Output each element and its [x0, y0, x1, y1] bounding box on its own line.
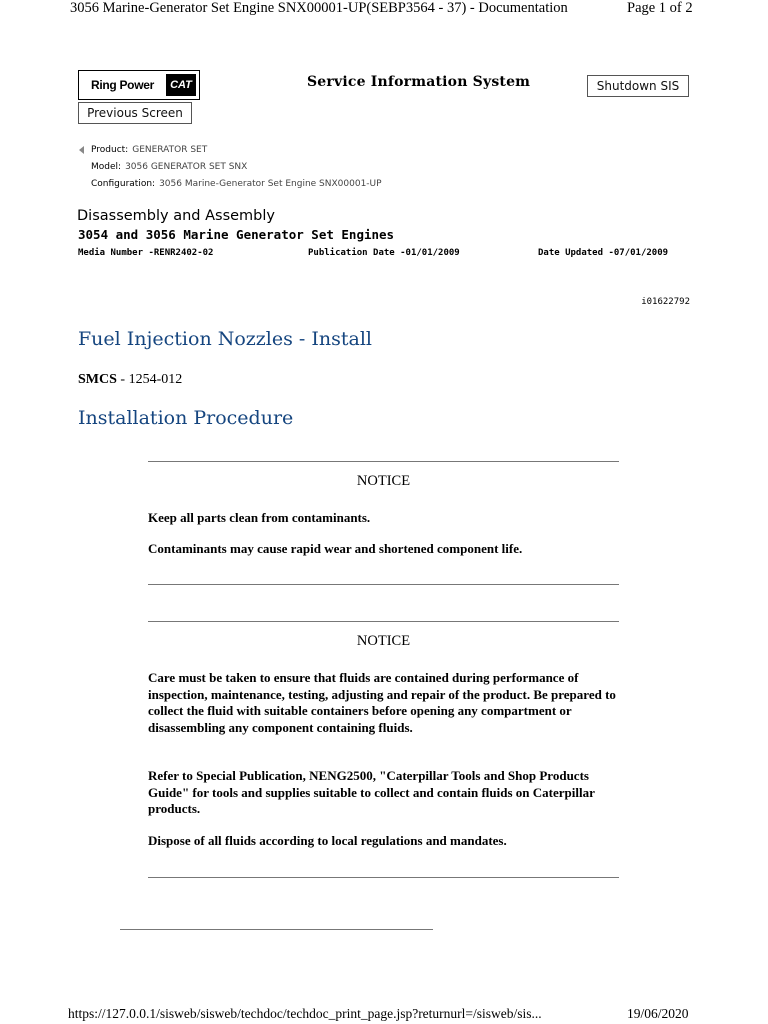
product-value: GENERATOR SET: [132, 145, 208, 155]
shutdown-sis-button[interactable]: Shutdown SIS: [587, 75, 689, 97]
notice-1-paragraph-1: Keep all parts clean from contaminants.: [148, 510, 371, 525]
configuration-row: [91, 179, 382, 189]
model-row: [91, 162, 247, 172]
publication-date: Publication Date -01/01/2009: [308, 248, 460, 258]
notice-2-title: NOTICE: [356, 633, 411, 649]
notice-2-paragraph-2: Refer to Special Publication, NENG2500, "Caterpillar Tools and Shop Products Guide" for tools and supplies suitable to collect and contain fluids on Caterpillar products.: [148, 768, 595, 817]
smcs-label: SMCS: [78, 372, 117, 387]
section-heading: Installation Procedure: [78, 407, 294, 429]
product-label: Product:: [91, 145, 129, 155]
smcs-code: [78, 372, 182, 388]
product-row: [91, 145, 207, 155]
notice-divider: [148, 461, 619, 462]
configuration-label: Configuration:: [91, 179, 156, 189]
model-label: Model:: [91, 162, 122, 172]
notice-divider: [148, 584, 619, 585]
notice-2-paragraph-1: Care must be taken to ensure that fluids are contained during performance of inspection, maintenance, testing, adjusting and repair of the product. Be prepared to collect the fluid with suitable containers before opening any compartment or disassembling any component containing fluids.: [148, 670, 616, 735]
media-number: Media Number -RENR2402-02: [78, 248, 214, 258]
doc-subtitle: 3054 and 3056 Marine Generator Set Engines: [78, 227, 395, 242]
cat-logo-icon: CAT: [166, 74, 196, 96]
doc-title: Disassembly and Assembly: [77, 208, 275, 224]
notice-1-paragraph-2: Contaminants may cause rapid wear and shortened component life.: [148, 541, 523, 556]
print-footer-date: 19/06/2020: [627, 1006, 689, 1021]
document-id: i01622792: [641, 297, 690, 307]
smcs-value: - 1254-012: [116, 372, 183, 387]
previous-screen-button[interactable]: Previous Screen: [78, 102, 192, 124]
notice-divider: [148, 621, 619, 622]
print-header-title: 3056 Marine-Generator Set Engine SNX00001-UP(SEBP3564 - 37) - Documentation: [70, 0, 568, 16]
back-arrow-icon[interactable]: [78, 146, 86, 154]
model-value: 3056 GENERATOR SET SNX: [125, 162, 248, 172]
configuration-value: 3056 Marine-Generator Set Engine SNX00001-UP: [159, 179, 382, 189]
footer-divider: [120, 929, 433, 930]
ring-power-cat-logo: [78, 70, 200, 100]
notice-1-title: NOTICE: [356, 473, 411, 489]
page-title: Fuel Injection Nozzles - Install: [78, 328, 372, 350]
notice-2-paragraph-3: Dispose of all fluids according to local regulations and mandates.: [148, 833, 507, 848]
system-title: Service Information System: [307, 74, 531, 90]
logo-text: Ring Power: [90, 78, 154, 92]
print-page-number: Page 1 of 2: [627, 0, 693, 16]
print-footer-url: https://127.0.0.1/sisweb/sisweb/techdoc/techdoc_print_page.jsp?returnurl=/sisweb/sis...: [68, 1006, 542, 1021]
date-updated: Date Updated -07/01/2009: [538, 248, 669, 258]
notice-divider: [148, 877, 619, 878]
